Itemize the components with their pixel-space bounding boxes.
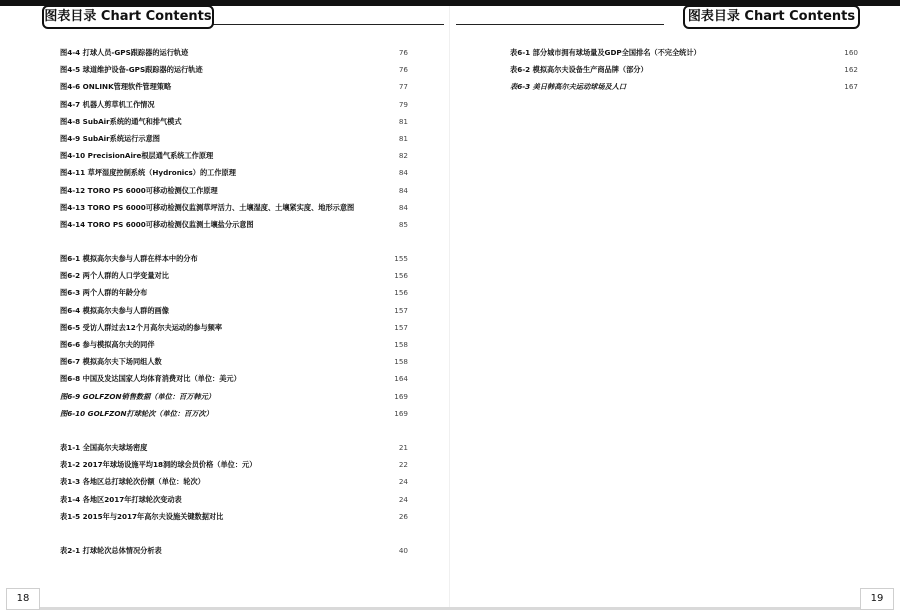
toc-entry-page: 156 [394,288,408,298]
toc-entry[interactable] [60,168,408,185]
toc-list [510,48,858,117]
toc-entry[interactable] [60,495,408,512]
toc-entry-title: 表1-5 2015年与2017年高尔夫设施关键数据对比 [60,511,224,521]
toc-entry[interactable] [60,460,408,477]
toc-list [60,48,408,580]
toc-entry-page: 76 [398,48,408,57]
toc-entry-title: 图4-4 打球人员-GPS跟踪器的运行轨迹 [60,48,189,57]
toc-entry[interactable] [60,443,408,460]
toc-entry-page: 169 [394,391,408,401]
toc-entry-page: 81 [398,133,408,143]
toc-entry[interactable] [60,546,408,563]
toc-entry[interactable] [60,100,408,117]
toc-entry-title: 表2-1 打球轮次总体情况分析表 [60,545,162,555]
toc-entry-page: 81 [398,116,408,126]
toc-entry-title: 图4-5 球道维护设备-GPS跟踪器的运行轨迹 [60,65,203,75]
header-rule [456,24,664,25]
toc-entry-page: 21 [398,442,408,452]
toc-entry-page: 84 [398,168,408,178]
toc-entry-page: 77 [398,82,408,92]
toc-entry-title: 图6-5 受访人群过去12个月高尔夫运动的参与频率 [60,322,223,332]
toc-group [60,48,408,237]
toc-entry-title: 表6-2 模拟高尔夫设备生产商品牌（部分） [510,65,648,75]
toc-entry-page: 169 [394,408,408,418]
toc-entry-page: 158 [394,340,408,349]
toc-entry[interactable] [60,409,408,426]
toc-entry-title: 图4-9 SubAir系统运行示意图 [60,133,160,143]
toc-entry-title: 图6-8 中国及发达国家人均体育消费对比（单位：美元） [60,374,241,384]
toc-entry-title: 表6-3 美日韩高尔夫运动球场及人口 [510,82,627,92]
toc-entry[interactable] [60,220,408,237]
toc-entry-page: 24 [398,494,408,504]
toc-entry-page: 167 [844,82,858,92]
toc-entry-page: 156 [394,271,408,281]
toc-entry-title: 图6-3 两个人群的年龄分布 [60,288,148,298]
toc-entry[interactable] [60,357,408,374]
toc-entry[interactable] [60,374,408,391]
toc-entry-page: 155 [394,254,408,264]
toc-entry-title: 图4-8 SubAir系统的通气和排气模式 [60,116,182,126]
toc-entry[interactable] [60,306,408,323]
toc-group [60,443,408,529]
toc-entry[interactable] [60,117,408,134]
toc-entry-page: 79 [398,99,408,109]
toc-entry[interactable] [60,340,408,357]
toc-entry-title: 图4-12 TORO PS 6000可移动检测仪工作原理 [60,185,218,195]
header-rule [210,24,444,25]
toc-entry[interactable] [60,151,408,168]
toc-entry-page: 84 [398,185,408,195]
toc-entry[interactable] [510,48,858,65]
toc-entry-title: 图6-9 GOLFZON销售数据（单位：百万韩元） [60,391,215,401]
toc-entry-page: 26 [398,511,408,521]
toc-entry[interactable] [60,186,408,203]
toc-group [60,254,408,426]
toc-entry-title: 表6-1 部分城市拥有球场量及GDP全国排名（不完全统计） [510,48,701,57]
toc-entry[interactable] [60,48,408,65]
toc-entry-page: 162 [844,65,858,75]
toc-entry-title: 图4-14 TORO PS 6000可移动检测仪监测土壤盐分示意图 [60,219,254,229]
toc-group [60,546,408,563]
toc-entry-title: 图4-6 ONLINK管理软件管理策略 [60,82,172,92]
toc-entry-page: 24 [398,477,408,487]
toc-entry-title: 图6-10 GOLFZON打球轮次（单位：百万次） [60,408,213,418]
toc-entry-title: 图4-13 TORO PS 6000可移动检测仪监测草坪活力、土壤湿度、土壤紧实度、地形示意图 [60,202,355,212]
page-number: 19 [860,588,894,610]
toc-entry-page: 84 [398,202,408,212]
toc-entry[interactable] [60,323,408,340]
toc-entry-page: 158 [394,357,408,367]
toc-entry-title: 图6-1 模拟高尔夫参与人群在样本中的分布 [60,254,198,264]
page-number: 18 [6,588,40,610]
right-page [450,0,900,610]
toc-entry-page: 85 [398,219,408,229]
toc-group [510,48,858,100]
toc-entry-title: 图6-7 模拟高尔夫下场同组人数 [60,357,162,367]
toc-entry-title: 图4-10 PrecisionAire根层通气系统工作原理 [60,151,214,161]
toc-entry-title: 图4-7 机器人剪草机工作情况 [60,99,155,109]
toc-entry-title: 表1-4 各地区2017年打球轮次变动表 [60,494,182,504]
toc-entry[interactable] [60,271,408,288]
toc-entry-page: 160 [844,48,858,57]
toc-entry-page: 157 [394,305,408,315]
toc-entry[interactable] [60,288,408,305]
toc-entry[interactable] [510,65,858,82]
toc-entry[interactable] [60,477,408,494]
toc-entry-title: 表1-1 全国高尔夫球场密度 [60,442,148,452]
toc-entry[interactable] [60,392,408,409]
toc-entry-page: 164 [394,374,408,384]
toc-entry-page: 76 [398,65,408,75]
toc-entry-title: 表1-2 2017年球场设施平均18洞的球会员价格（单位：元） [60,460,257,470]
toc-entry[interactable] [60,134,408,151]
toc-entry-page: 22 [398,460,408,470]
chart-contents-header: 图表目录 Chart Contents [683,5,860,29]
toc-entry[interactable] [60,254,408,271]
toc-entry-page: 40 [398,545,408,555]
toc-entry-title: 图6-4 模拟高尔夫参与人群的画像 [60,305,169,315]
toc-entry-title: 图6-2 两个人群的人口学变量对比 [60,271,169,281]
toc-entry-title: 表1-3 各地区总打球轮次份额（单位：轮次） [60,477,205,487]
toc-entry[interactable] [60,512,408,529]
toc-entry-page: 82 [398,151,408,161]
chart-contents-header: 图表目录 Chart Contents [42,5,214,29]
toc-entry-title: 图6-6 参与模拟高尔夫的同伴 [60,340,155,349]
toc-entry[interactable] [60,203,408,220]
toc-entry[interactable] [60,65,408,82]
toc-entry-page: 157 [394,322,408,332]
toc-entry-title: 图4-11 草坪湿度控制系统（Hydronics）的工作原理 [60,168,236,178]
toc-entry[interactable] [60,82,408,99]
toc-entry[interactable] [510,82,858,99]
